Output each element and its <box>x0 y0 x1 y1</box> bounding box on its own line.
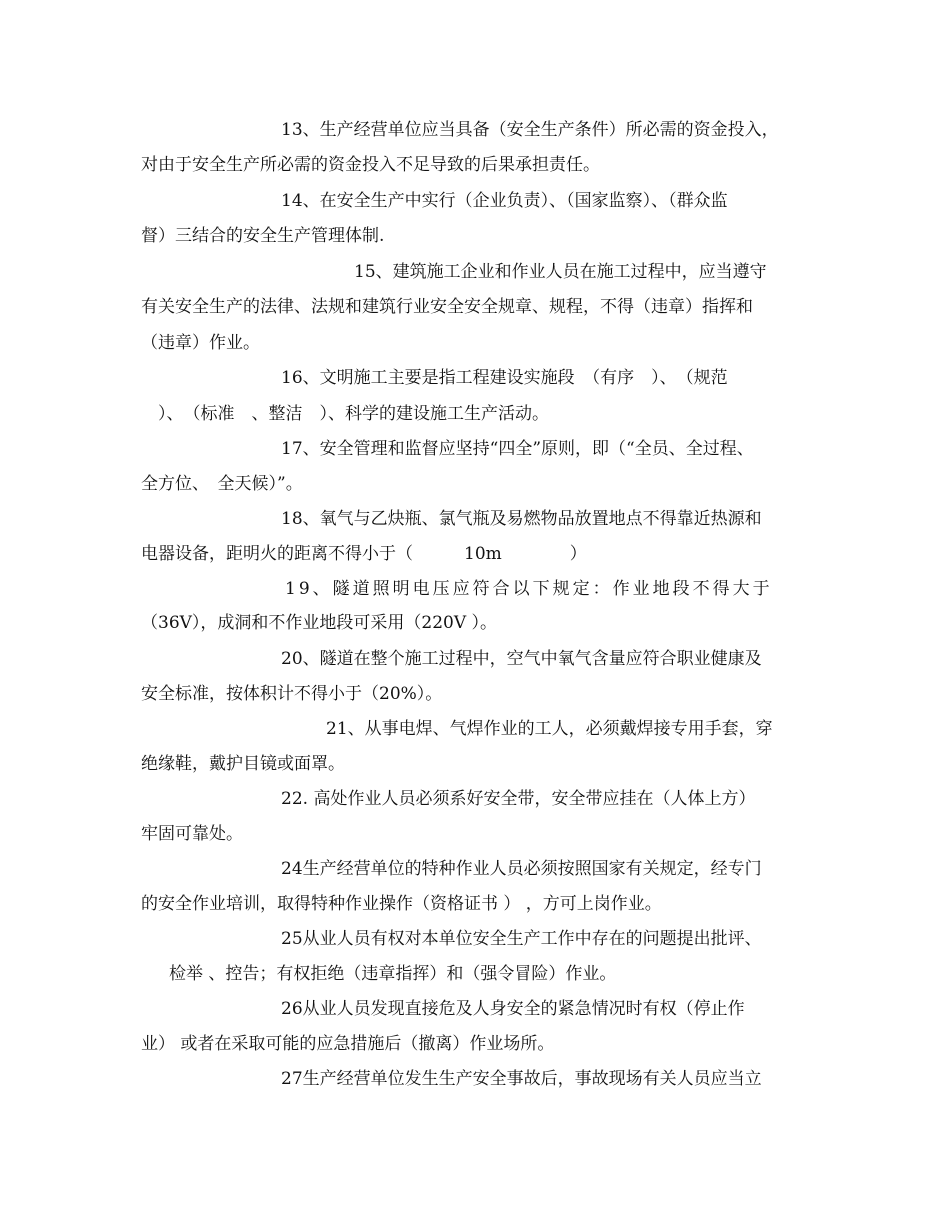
text-line: 15、建筑施工企业和作业人员在施工过程中，应当遵守 <box>354 262 767 282</box>
text-line: 对由于安全生产所必需的资金投入不足导致的后果承担责任。 <box>141 155 600 175</box>
text-line: 25从业人员有权对本单位安全生产工作中存在的问题提出批评、 <box>281 929 762 949</box>
text-line: （违章）作业。 <box>141 333 260 353</box>
text-line: 20、隧道在整个施工过程中，空气中氧气含量应符合职业健康及 <box>281 649 762 669</box>
text-line: 检举 、控告；有权拒绝（违章指挥）和（强令冒险）作业。 <box>169 964 617 984</box>
text-line: 17、安全管理和监督应坚持“四全”原则，即（“全员、全过程、 <box>281 439 754 459</box>
text-line: 电器设备，距明火的距离不得小于（ 10m ） <box>141 544 587 564</box>
text-line: 24生产经营单位的特种作业人员必须按照国家有关规定，经专门 <box>281 859 762 879</box>
text-line: 牢固可靠处。 <box>141 824 243 844</box>
text-line: 业） 或者在采取可能的应急措施后（撤离）作业场所。 <box>141 1034 555 1054</box>
text-line: 27生产经营单位发生生产安全事故后，事故现场有关人员应当立 <box>281 1069 762 1089</box>
text-line: 14、在安全生产中实行（企业负责）、（国家监察）、（群众监 <box>281 191 728 211</box>
text-line: 18、氧气与乙炔瓶、氯气瓶及易燃物品放置地点不得靠近热源和 <box>281 509 762 529</box>
text-line: 26从业人员发现直接危及人身安全的紧急情况时有权（停止作 <box>281 999 745 1019</box>
text-line: （36V），成洞和不作业地段可采用（220V ）。 <box>141 613 498 633</box>
text-line: 13、生产经营单位应当具备（安全生产条件）所必需的资金投入， <box>281 120 779 140</box>
text-line: 16、文明施工主要是指工程建设实施段 （有序 ）、 （规范 <box>281 368 728 388</box>
text-line: 22. 高处作业人员必须系好安全带，安全带应挂在（人体上方） <box>281 789 756 809</box>
text-line: 绝缘鞋，戴护目镜或面罩。 <box>141 754 345 774</box>
text-line: ）、 （标准 、整洁 ）、科学的建设施工生产活动。 <box>141 404 549 424</box>
text-line: 有关安全生产的法律、法规和建筑行业安全安全规章、规程，不得（违章）指挥和 <box>141 297 753 317</box>
text-line: 21、从事电焊、气焊作业的工人，必须戴焊接专用手套，穿 <box>326 719 773 739</box>
text-line: 督）三结合的安全生产管理体制. <box>141 226 385 246</box>
text-line: 安全标准，按体积计不得小于（20%）。 <box>141 684 443 704</box>
text-line: 全方位、 全天候）”。 <box>141 474 303 494</box>
text-line: 19、隧道照明电压应符合以下规定：作业地段不得大于 <box>285 579 773 599</box>
text-line: 的安全作业培训，取得特种作业操作（资格证书 ） ，方可上岗作业。 <box>141 894 662 914</box>
